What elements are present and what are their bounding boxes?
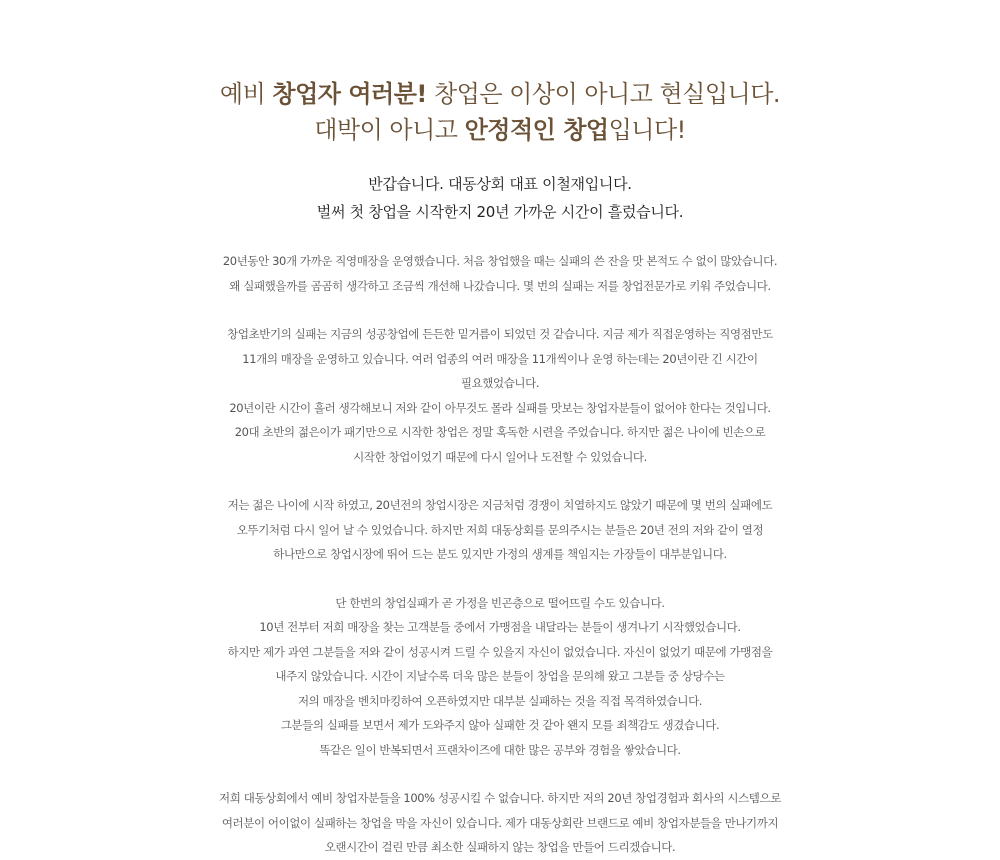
headline-line-1-emphasis: 창업자 여러분! [272, 80, 427, 108]
headline-line-2-emphasis: 안정적인 창업 [464, 116, 609, 144]
headline-line-1 [0, 76, 1000, 112]
headline-line-2-text-a: 대박이 아니고 [314, 116, 465, 144]
paragraph-line: 그분들의 실패를 보면서 제가 도와주지 않아 실패한 것 같아 왠지 모를 죄책감도 생겼습니다. [280, 718, 720, 732]
paragraph-line: 단 한번의 창업실패가 곧 가정을 빈곤층으로 떨어뜨릴 수도 있습니다. [335, 595, 665, 610]
paragraph-line: 20대 초반의 젊은이가 패기만으로 시작한 창업은 정말 혹독한 시련을 주었습니다. 하지만 젊은 나이에 빈손으로 [234, 425, 766, 439]
intro-history: 벌써 첫 창업을 시작한지 20년 가까운 시간이 흘렀습니다. [316, 203, 684, 221]
intro [0, 170, 1000, 226]
paragraph-4 [0, 591, 1000, 763]
paragraph-line: 20년동안 30개 가까운 직영매장을 운영했습니다. 처음 창업했을 때는 실패의 쓴 잔을 맛 본적도 수 없이 많았습니다. [222, 254, 778, 268]
paragraph-2 [0, 322, 1000, 469]
paragraph-5 [0, 786, 1000, 860]
paragraph-line: 시작한 창업이었기 때문에 다시 일어나 도전할 수 있었습니다. [353, 449, 647, 464]
paragraph-3 [0, 493, 1000, 567]
paragraph-line: 하나만으로 창업시장에 뛰어 드는 분도 있지만 가정의 생계를 책임지는 가장들이 대부분입니다. [273, 547, 727, 561]
intro-greeting: 반갑습니다. 대동상회 대표 이철재입니다. [368, 175, 632, 193]
headline-line-2 [0, 112, 1000, 148]
paragraph-line: 필요했었습니다. [460, 376, 540, 390]
paragraph-line: 저희 대동상회에서 예비 창업자분들을 100% 성공시킬 수 없습니다. 하지만 저의 20년 창업경험과 회사의 시스템으로 [219, 791, 781, 805]
headline-line-1-text-a: 예비 [219, 80, 273, 108]
headline-line-1-text-b: 창업은 이상이 아니고 현실입니다. [426, 80, 781, 108]
paragraph-line: 20년이란 시간이 흘러 생각해보니 저와 같이 아무것도 몰라 실패를 맛보는 창업자분들이 없어야 한다는 것입니다. [229, 400, 771, 415]
paragraph-line: 내주지 않았습니다. 시간이 지날수록 더욱 많은 분들이 창업을 문의해 왔고 그분들 중 상당수는 [275, 669, 725, 683]
paragraph-line: 11개의 매장을 운영하고 있습니다. 여러 업종의 여러 매장을 11개씩이나 운영 하는데는 20년이란 긴 시간이 [242, 351, 758, 366]
headline-line-2-text-b: 입니다! [608, 116, 686, 144]
body-text [0, 249, 1000, 860]
paragraph-line: 저는 젊은 나이에 시작 하였고, 20년전의 창업시장은 지금처럼 경쟁이 치열하지도 않았기 때문에 몇 번의 실패에도 [227, 498, 773, 512]
paragraph-line: 왜 실패했을까를 곰곰히 생각하고 조금씩 개선해 나갔습니다. 몇 번의 실패는 저를 창업전문가로 키워 주었습니다. [229, 278, 771, 293]
paragraph-line: 저의 매장을 벤치마킹하여 오픈하였지만 대부분 실패하는 것을 직접 목격하였습니다. [297, 693, 703, 708]
paragraph-line: 오랜시간이 걸린 만큼 최소한 실패하지 않는 창업을 만들어 드리겠습니다. [324, 840, 676, 854]
paragraph-line: 창업초반기의 실패는 지금의 성공창업에 든든한 밑거름이 되었던 것 같습니다. 지금 제가 직접운영하는 직영점만도 [227, 327, 773, 341]
paragraph-1 [0, 249, 1000, 298]
headline [0, 76, 1000, 148]
paragraph-line: 10년 전부터 저희 매장을 찾는 고객분들 중에서 가맹점을 내달라는 분들이 생겨나기 시작했었습니다. [259, 620, 741, 634]
paragraph-line: 여러분이 어이없이 실패하는 창업을 막을 자신이 있습니다. 제가 대동상회란 브랜드로 예비 창업자분들을 만나기까지 [221, 815, 779, 830]
paragraph-line: 똑같은 일이 반복되면서 프랜차이즈에 대한 많은 공부와 경험을 쌓았습니다. [319, 742, 681, 757]
paragraph-line: 오뚜기처럼 다시 일어 날 수 있었습니다. 하지만 저희 대동상회를 문의주시는 분들은 20년 전의 저와 같이 열정 [236, 522, 764, 537]
paragraph-line: 하지만 제가 과연 그분들을 저와 같이 성공시켜 드릴 수 있을지 자신이 없었습니다. 자신이 없었기 때문에 가맹점을 [227, 644, 773, 659]
